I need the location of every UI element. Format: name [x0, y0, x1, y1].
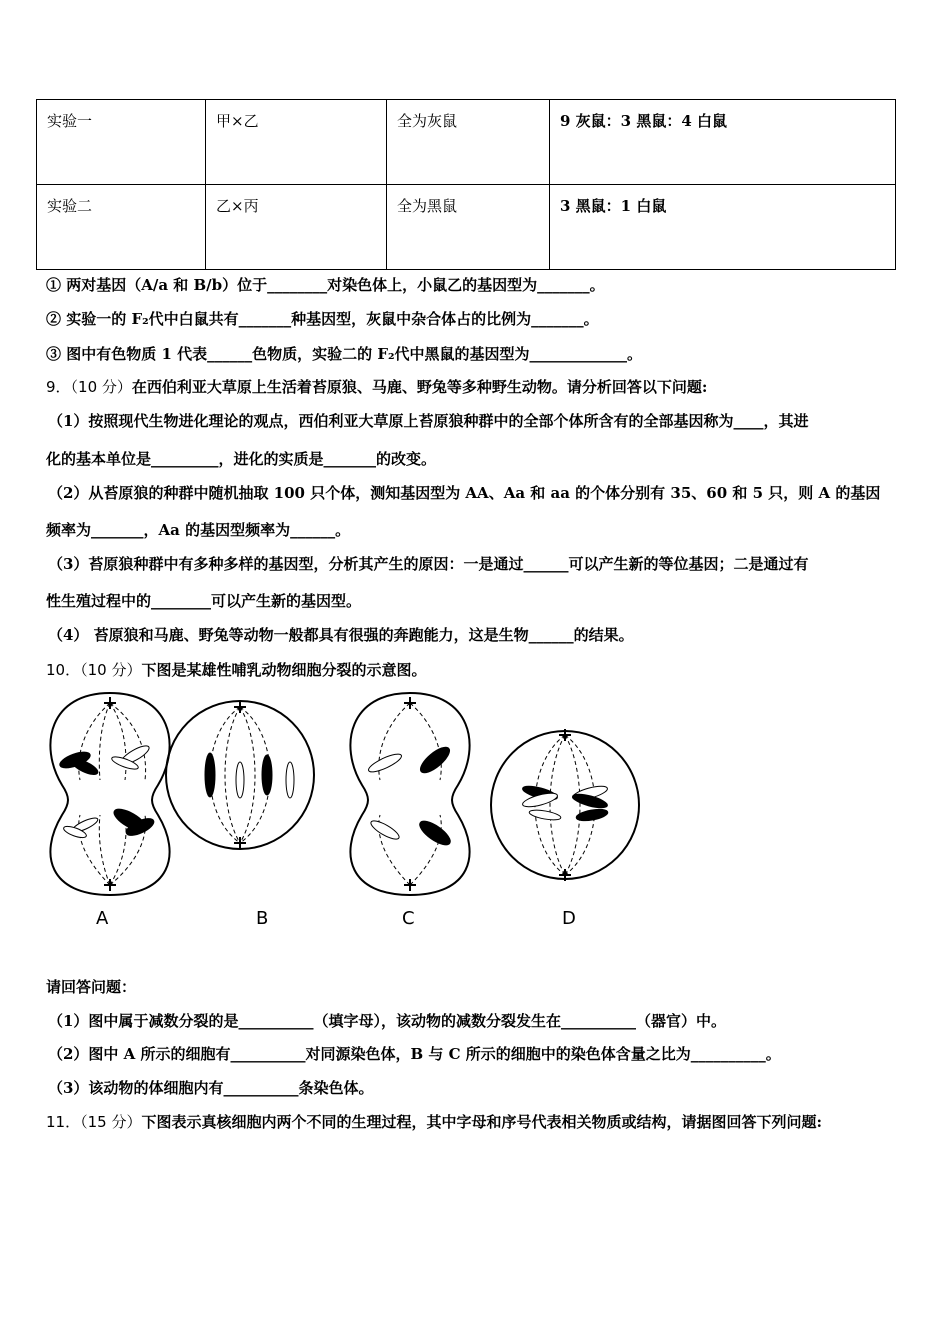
q10-p1: （1）图中属于减数分裂的是__________（填字母），该动物的减数分裂发生在__________（器官）中。 [48, 1012, 726, 1030]
q9-p1b: 化的基本单位是_________，进化的实质是_______的改变。 [46, 450, 437, 468]
q8-line-1: ① 两对基因（A/a 和 B/b）位于________对染色体上，小鼠乙的基因型为_______。 [46, 276, 605, 294]
q9-p3a: （3）苔原狼种群中有多种多样的基因型，分析其产生的原因：一是通过______可以产生新的等位基因；二是通过有 [48, 555, 809, 573]
table-cell: 实验一 [37, 100, 206, 185]
question-number: 11．（15 分） [46, 1113, 142, 1131]
q11-heading [46, 1111, 822, 1132]
experiment-table [36, 99, 896, 270]
q10-prompt: 请回答问题： [46, 978, 137, 996]
cell-division-figure [40, 685, 660, 935]
q10-p3: （3）该动物的体细胞内有__________条染色体。 [48, 1079, 374, 1097]
question-number: 10．（10 分） [46, 661, 142, 679]
q9-p1a: （1）按照现代生物进化理论的观点，西伯利亚大草原上苔原狼种群中的全部个体所含有的全部基因称为____，其进 [48, 412, 809, 430]
table-cell: 甲×乙 [206, 100, 387, 185]
table-row [37, 100, 896, 185]
q9-heading [46, 376, 707, 397]
question-intro: 在西伯利亚大草原上生活着苔原狼、马鹿、野兔等多种野生动物。请分析回答以下问题: [131, 378, 708, 396]
question-intro: 下图表示真核细胞内两个不同的生理过程，其中字母和序号代表相关物质或结构，请据图回答下列问题: [141, 1113, 822, 1131]
table-cell: 9 灰鼠：3 黑鼠：4 白鼠 [550, 100, 896, 185]
table-row [37, 185, 896, 270]
table-cell: 实验二 [37, 185, 206, 270]
question-intro: 下图是某雄性哺乳动物细胞分裂的示意图。 [141, 661, 427, 679]
table-cell: 乙×丙 [206, 185, 387, 270]
q9-p2b: 频率为_______，Aa 的基因型频率为______。 [46, 521, 351, 539]
q10-p2: （2）图中 A 所示的细胞有__________对同源染色体，B 与 C 所示的细胞中的染色体含量之比为__________。 [48, 1045, 781, 1063]
table-cell: 全为黑鼠 [387, 185, 550, 270]
table-cell: 3 黑鼠：1 白鼠 [550, 185, 896, 270]
cell-label-a: A [96, 908, 109, 929]
question-number: 9．（10 分） [46, 378, 132, 396]
table-cell: 全为灰鼠 [387, 100, 550, 185]
q9-p2a: （2）从苔原狼的种群中随机抽取 100 只个体，测知基因型为 AA、Aa 和 aa 的个体分别有 35、60 和 5 只，则 A 的基因 [48, 484, 881, 502]
cell-a-membrane [50, 693, 169, 895]
q9-p4: （4） 苔原狼和马鹿、野兔等动物一般都具有很强的奔跑能力，这是生物______的结果。 [48, 626, 634, 644]
q10-heading [46, 659, 426, 680]
cell-label-b: B [256, 908, 269, 929]
q8-line-3: ③ 图中有色物质 1 代表______色物质，实验二的 F₂代中黑鼠的基因型为_____________。 [46, 345, 643, 363]
q9-p3b: 性生殖过程中的________可以产生新的基因型。 [46, 592, 362, 610]
cell-c-membrane [350, 693, 469, 895]
q8-line-2: ② 实验一的 F₂代中白鼠共有_______种基因型，灰鼠中杂合体占的比例为_______。 [46, 310, 599, 328]
cell-d-membrane [491, 731, 639, 879]
cell-label-c: C [402, 908, 415, 929]
cell-label-d: D [562, 908, 576, 929]
